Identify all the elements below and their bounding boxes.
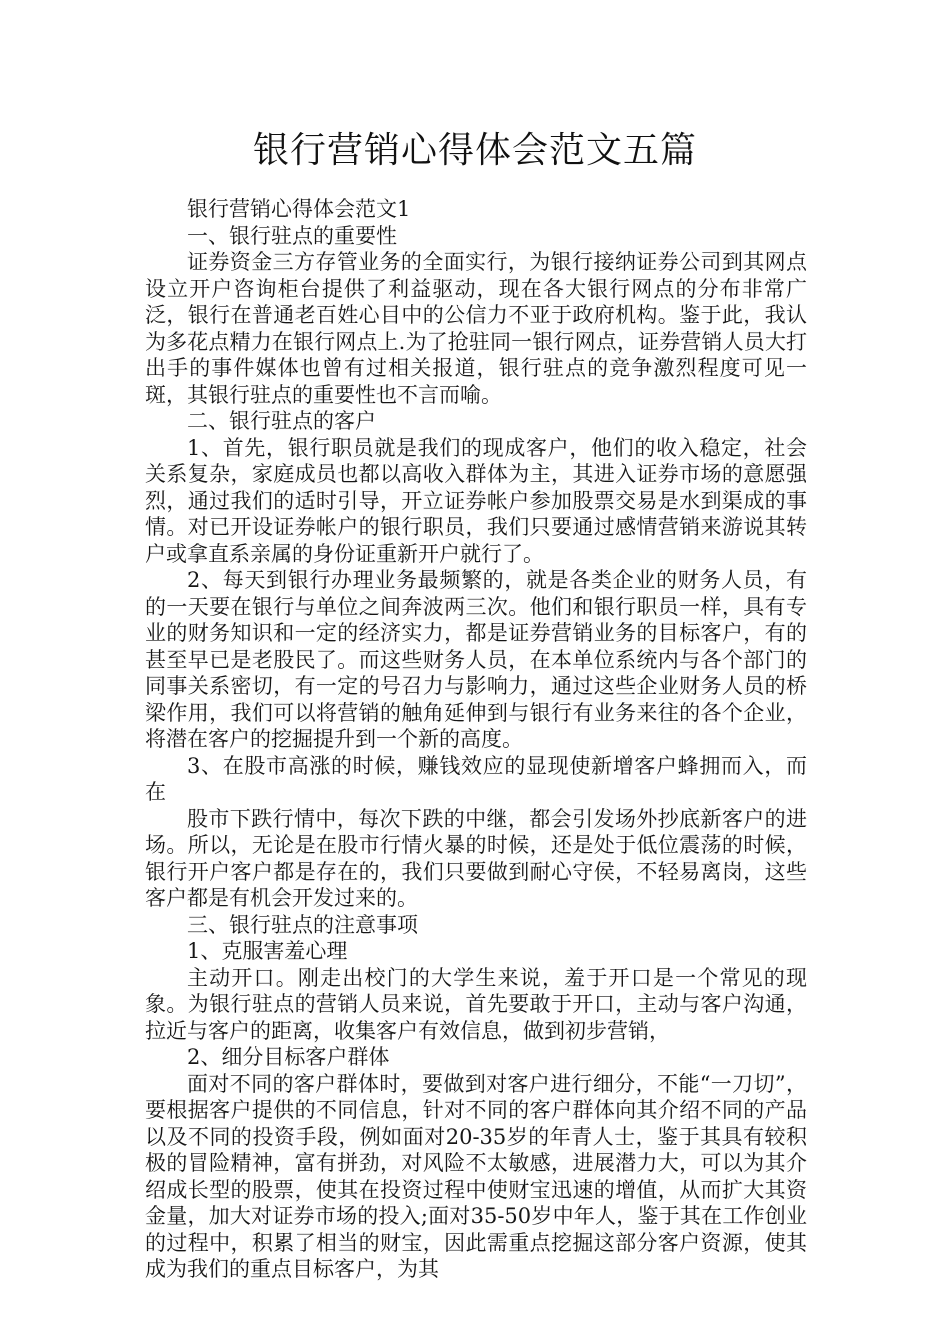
paragraph: 2、细分目标客户群体: [187, 1045, 390, 1069]
paragraph: 面对不同的客户群体时，要做到对客户进行细分，不能“一刀切”，要根据客户提供的不同信息，针对不同的客户群体向其介绍不同的产品以及不同的投资手段，例如面对20-35岁的年青人士，鉴于其具有较积极的冒险精神，富有拼劲，对风险不太敏感，进展潜力大，可以为其介绍成长型的股票，使其在投资过程中使财宝迅速的增值，从而扩大其资金量，加大对证券市场的投入;面对35-50岁中年人，鉴于其在工作创业的过程中，积累了相当的财宝，因此需重点挖掘这部分客户资源，使其成为我们的重点目标客户，为其: [145, 1071, 807, 1281]
paragraph: 主动开口。刚走出校门的大学生来说，羞于开口是一个常见的现象。为银行驻点的营销人员来说，首先要敢于开口，主动与客户沟通，拉近与客户的距离，收集客户有效信息，做到初步营销，: [145, 965, 807, 1043]
paragraph: 证券资金三方存管业务的全面实行，为银行接纳证券公司到其网点设立开户咨询柜台提供了利益驱动，现在各大银行网点的分布非常广泛，银行在普通老百姓心目中的公信力不亚于政府机构。鉴于此，我认为多花点精力在银行网点上.为了抢驻同一银行网点，证券营销人员大打出手的事件媒体也曾有过相关报道，银行驻点的竞争激烈程度可见一斑，其银行驻点的重要性也不言而喻。: [145, 250, 807, 407]
paragraph: 2、每天到银行办理业务最频繁的，就是各类企业的财务人员，有的一天要在银行与单位之间奔波两三次。他们和银行职员一样，具有专业的财务知识和一定的经济实力，都是证券营销业务的目标客户，有的甚至早已是老股民了。而这些财务人员，在本单位系统内与各个部门的同事关系密切，有一定的号召力与影响力，通过这些企业财务人员的桥梁作用，我们可以将营销的触角延伸到与银行有业务来往的各个企业，将潜在客户的挖掘提升到一个新的高度。: [145, 568, 807, 751]
paragraph: 股市下跌行情中，每次下跌的中继，都会引发场外抄底新客户的进场。所以，无论是在股市行情火暴的时候，还是处于低位震荡的时候，银行开户客户都是存在的，我们只要做到耐心守侯，不轻易离岗，这些客户都是有机会开发过来的。: [145, 806, 807, 910]
paragraph: 1、首先，银行职员就是我们的现成客户，他们的收入稳定，社会关系复杂，家庭成员也都以高收入群体为主，其进入证券市场的意愿强烈，通过我们的适时引导，开立证券帐户参加股票交易是水到渠成的事情。对已开设证券帐户的银行职员，我们只要通过感情营销来游说其转户或拿直系亲属的身份证重新开户就行了。: [145, 435, 807, 566]
document-title: 银行营销心得体会范文五篇: [252, 130, 697, 171]
paragraph: 3、在股市高涨的时候，赚钱效应的显现使新增客户蜂拥而入，而在: [145, 753, 807, 804]
paragraph: 银行营销心得体会范文1: [187, 197, 411, 221]
document-body: [145, 196, 807, 1283]
paragraph: 二、银行驻点的客户: [187, 409, 376, 433]
paragraph: 三、银行驻点的注意事项: [187, 912, 418, 937]
paragraph: 1、克服害羞心理: [187, 939, 348, 963]
paragraph: 一、银行驻点的重要性: [187, 223, 397, 248]
